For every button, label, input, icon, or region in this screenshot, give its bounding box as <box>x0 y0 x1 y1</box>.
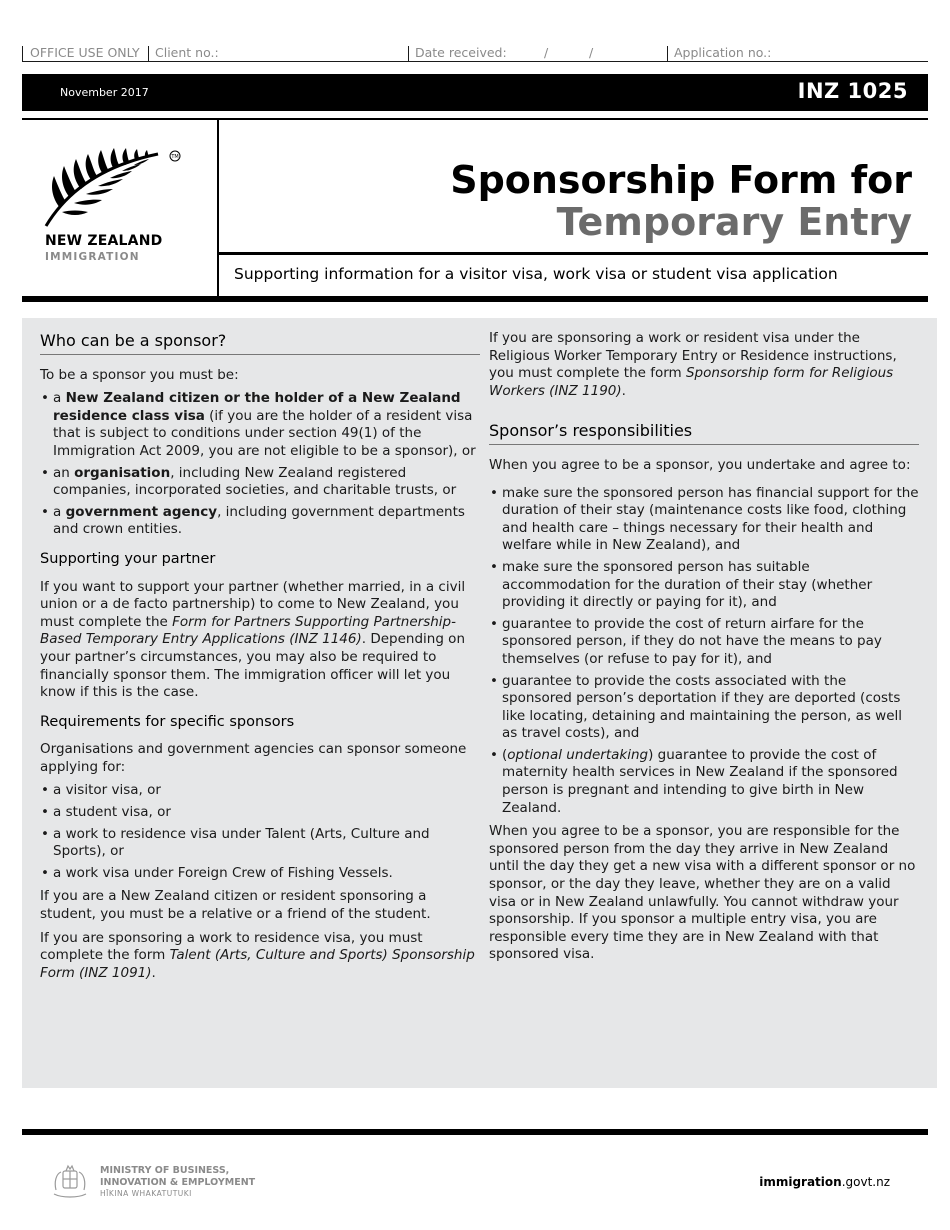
logo-text-new-zealand: NEW ZEALAND <box>45 233 163 249</box>
list-item: • (optional undertaking) guarantee to provide the cost of maternity health services in New Zealand if the sponsored person is pregnant and intending to give birth in New Zealand. <box>489 747 919 817</box>
heading-requirements: Requirements for specific sponsors <box>40 713 295 730</box>
footer-rule <box>22 1129 928 1135</box>
eligibility-list <box>40 390 480 539</box>
list-item: • make sure the sponsored person has financial support for the duration of their stay (maintenance costs like food, clothing and health care – things necessary for their health and welfare while in New Zealand), and <box>489 485 919 555</box>
office-use-strip <box>22 44 928 62</box>
list-item: • a government agency, including government departments and crown entities. <box>40 504 480 539</box>
coat-of-arms-icon <box>48 1162 92 1200</box>
paragraph: If you are sponsoring a work to residence visa, you must complete the form Talent (Arts, Culture and Sports) Sponsorship Form (INZ 1091). <box>40 929 475 981</box>
heading-who-can-be-sponsor: Who can be a sponsor? <box>40 332 480 355</box>
divider <box>667 46 668 62</box>
logo-text-immigration: IMMIGRATION <box>45 251 140 263</box>
silver-fern-icon <box>40 146 200 236</box>
paragraph: To be a sponsor you must be: <box>40 366 239 383</box>
list-item: • a visitor visa, or <box>40 782 480 800</box>
date-slash: / <box>544 45 549 60</box>
paragraph: If you want to support your partner (whether married, in a civil union or a de facto partnership) to come to New Zealand, you must complete the Form for Partners Supporting Partnership-Based Temporary Entry Applications (INZ 1146). Depending on your partner’s circumstances, you may also be required to financially sponsor them. The immigration officer will let you know if this is the case. <box>40 578 466 701</box>
date-slash: / <box>589 45 594 60</box>
paragraph: If you are a New Zealand citizen or resident sponsoring a student, you must be a relative or a friend of the student. <box>40 888 431 923</box>
list-item: • a New Zealand citizen or the holder of a New Zealand residence class visa (if you are the holder of a resident visa that is subject to conditions under section 49(1) of the Immigration Act 2009, you are not eligible to be a sponsor), or <box>40 390 480 460</box>
header-rule <box>22 118 928 120</box>
requirements-list <box>40 782 480 882</box>
application-no-field[interactable]: Application no.: <box>674 45 772 60</box>
list-item: • a work visa under Foreign Crew of Fishing Vessels. <box>40 865 480 883</box>
ministry-logo-text: MINISTRY OF BUSINESS, INNOVATION & EMPLOYMENT HĪKINA WHAKATUTUKI <box>100 1165 256 1198</box>
heading-supporting-partner: Supporting your partner <box>40 550 216 567</box>
header-bottom-rule <box>22 296 928 302</box>
list-item: • an organisation, including New Zealand registered companies, incorporated societies, and charitable trusts, or <box>40 465 480 500</box>
list-item: • make sure the sponsored person has suitable accommodation for the duration of their stay (whether providing it directly or paying for it), and <box>489 559 919 612</box>
form-code: INZ 1025 <box>797 79 908 103</box>
header-divider <box>217 118 219 298</box>
paragraph: When you agree to be a sponsor, you are responsible for the sponsored person from the day they arrive in New Zealand until the day they get a new visa with a different sponsor or no sponsor, or the day they leave, whether they are on a valid visa or in New Zealand unlawfully. You cannot withdraw your sponsorship. If you sponsor a multiple entry visa, you are responsible every time they are in New Zealand with that sponsored visa. <box>489 823 916 963</box>
page-subtitle: Supporting information for a visitor visa, work visa or student visa application <box>234 265 838 283</box>
list-item: • a work to residence visa under Talent (Arts, Culture and Sports), or <box>40 826 480 861</box>
office-use-label: OFFICE USE ONLY <box>30 45 140 60</box>
website-link[interactable]: immigration.govt.nz <box>759 1175 890 1189</box>
heading-sponsor-responsibilities: Sponsor’s responsibilities <box>489 422 919 445</box>
divider <box>148 46 149 62</box>
trademark-mark: TM <box>171 154 179 160</box>
left-column <box>40 330 480 988</box>
content-panel <box>22 318 937 1088</box>
page-title: Sponsorship Form for <box>450 158 912 202</box>
divider <box>408 46 409 62</box>
title-rule <box>217 252 928 255</box>
list-item: • guarantee to provide the cost of return airfare for the sponsored person, if they do not have the means to pay themselves (or refuse to pay for it), and <box>489 616 919 669</box>
nz-immigration-logo <box>40 146 200 266</box>
form-date: November 2017 <box>60 86 149 99</box>
header-band <box>22 74 928 111</box>
divider <box>22 46 23 62</box>
list-item: • guarantee to provide the costs associated with the sponsored person’s deportation if they are deported (costs like locating, detaining and maintaining the person, as well as travel costs), and <box>489 673 919 743</box>
paragraph: When you agree to be a sponsor, you undertake and agree to: <box>489 456 911 473</box>
paragraph: Organisations and government agencies can sponsor someone applying for: <box>40 741 467 775</box>
office-use-baseline <box>22 61 928 62</box>
paragraph: If you are sponsoring a work or resident visa under the Religious Worker Temporary Entry or Residence instructions, you must complete the form Sponsorship form for Religious Workers (INZ 1190). <box>489 330 897 399</box>
client-no-field[interactable]: Client no.: <box>155 45 219 60</box>
right-column <box>489 330 919 970</box>
date-received-field[interactable]: Date received: <box>415 45 507 60</box>
page-title-line2: Temporary Entry <box>556 200 912 244</box>
list-item: • a student visa, or <box>40 804 480 822</box>
responsibilities-list <box>489 485 919 818</box>
